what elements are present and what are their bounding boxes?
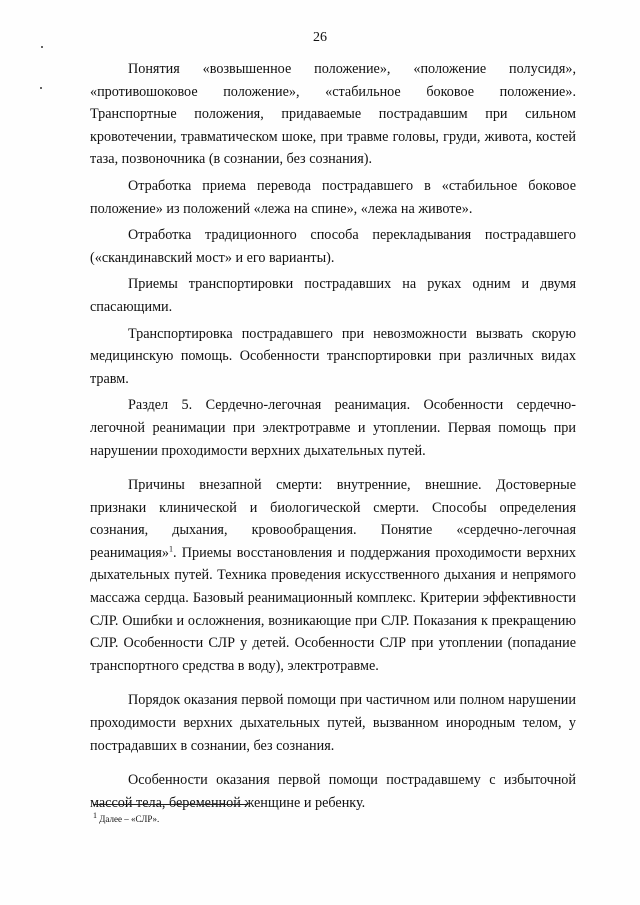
footnote-reference: 1 [169, 544, 174, 554]
paragraph-sudden-death [90, 474, 576, 677]
page-number: 26 [313, 30, 327, 45]
sudden-death-text: Причины внезапной смерти: внутренние, внешние. Достоверные признаки клинической и биологической смерти. Способы определения сознания, дыхания, кровообращения. Понятие «сердечно-легочная реанимация» [90, 477, 576, 561]
footnote [93, 811, 160, 824]
paragraph-special-cases: Особенности оказания первой помощи пострадавшему с избыточной массой тела, беременной женщине и ребенку. [90, 772, 576, 811]
paragraph-carrying: Приемы транспортировки пострадавших на руках одним и двумя спасающими. [90, 276, 576, 315]
document-body [90, 58, 576, 814]
sudden-death-text-cont: . Приемы восстановления и поддержания проходимости верхних дыхательных путей. Техника проведения искусственного дыхания и непрямого массажа сердца. Базовый реанимационный комплекс. Критерии эффективности СЛР. Ошибки и осложнения, возникающие при СЛР. Показания к прекращению СЛР. Особенности СЛР у детей. Особенности СЛР при утоплении (попадание транспортного средства в воду), электротравме. [90, 544, 576, 674]
scan-dot-mark [40, 87, 42, 89]
footnote-text: Далее – «СЛР». [97, 814, 160, 824]
paragraph-stable-lateral: Отработка приема перевода пострадавшего в «стабильное боковое положение» из положений «лежа на спине», «лежа на животе». [90, 177, 576, 217]
footnote-number: 1 [93, 811, 97, 820]
footnote-divider [93, 804, 248, 805]
paragraph-airway-obstruction: Порядок оказания первой помощи при частичном или полном нарушении проходимости верхних дыхательных путей, вызванном инородным телом, у пострадавших в сознании, без сознания. [90, 692, 576, 754]
paragraph-transportation: Транспортировка пострадавшего при невозможности вызвать скорую медицинскую помощь. Особенности транспортировки при различных видах травм. [90, 325, 576, 387]
section-5-heading: Раздел 5. Сердечно-легочная реанимация. Особенности сердечно-легочной реанимации при электротравме и утоплении. Первая помощь при нарушении проходимости верхних дыхательных путей. [90, 397, 576, 459]
scan-dot-mark [41, 46, 43, 48]
paragraph-positions: Понятия «возвышенное положение», «положение полусидя», «противошоковое положение», «стабильное боковое положение». Транспортные положения, придаваемые пострадавшим при сильном кровотечении, травматическом шоке, при травме головы, груди, живота, костей таза, позвоночника (в сознании, без сознания). [90, 61, 576, 168]
paragraph-scandinavian-bridge: Отработка традиционного способа перекладывания пострадавшего («скандинавский мост» и его варианты). [90, 227, 576, 266]
